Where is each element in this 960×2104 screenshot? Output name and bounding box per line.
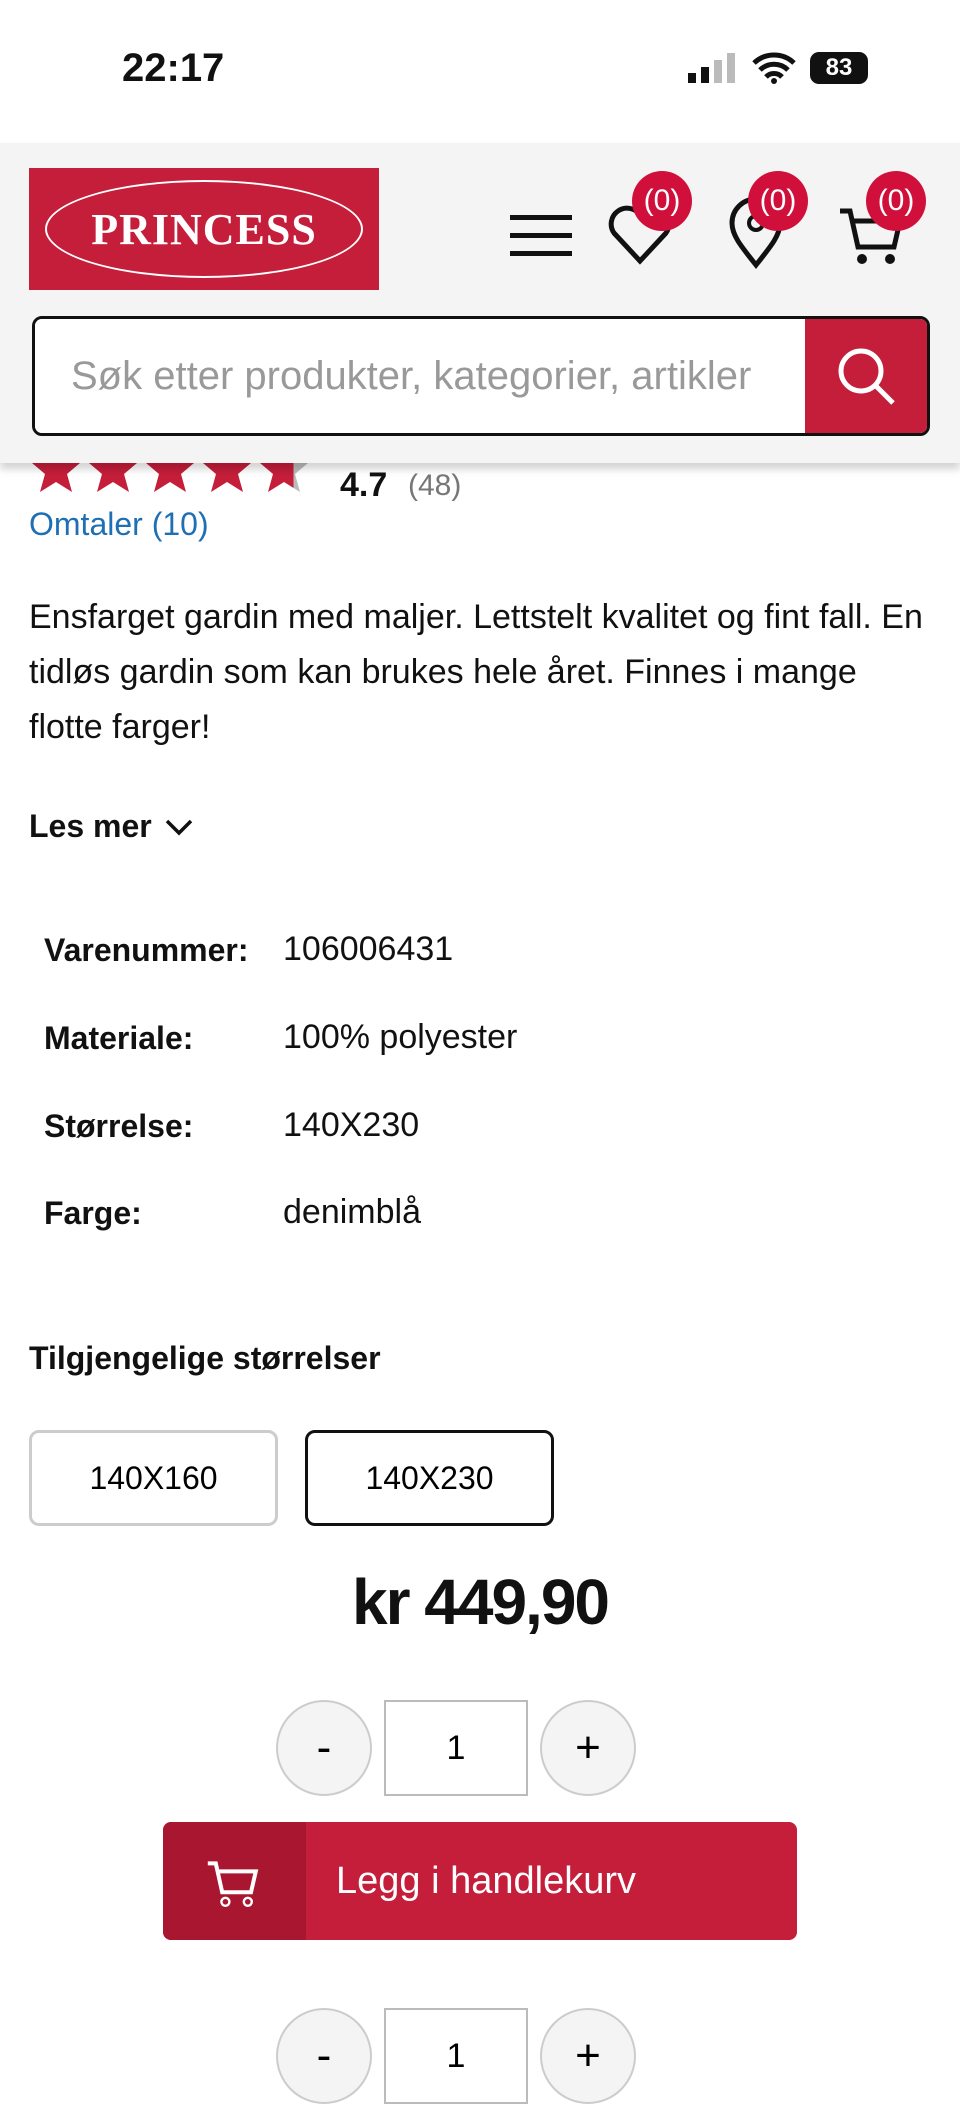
search-input[interactable] bbox=[35, 319, 805, 433]
size-option[interactable]: 140X160 bbox=[29, 1430, 278, 1526]
battery-icon: 83 bbox=[810, 52, 868, 84]
spec-label: Varenummer: bbox=[44, 932, 249, 968]
spec-value: denimblå bbox=[283, 1193, 421, 1231]
spec-value: 100% polyester bbox=[283, 1018, 518, 1056]
read-more-label: Les mer bbox=[29, 808, 152, 844]
wishlist-button[interactable] bbox=[600, 184, 681, 273]
signal-icon bbox=[688, 53, 738, 83]
spec-label: Farge: bbox=[44, 1195, 142, 1231]
size-option-selected[interactable]: 140X230 bbox=[305, 1430, 554, 1526]
search-button[interactable] bbox=[805, 319, 927, 433]
search-icon bbox=[831, 341, 901, 411]
spec-label: Materiale: bbox=[44, 1020, 194, 1056]
hamburger-icon bbox=[500, 193, 580, 273]
menu-button[interactable] bbox=[500, 193, 580, 273]
spec-label: Størrelse: bbox=[44, 1108, 194, 1144]
quantity-increase-button[interactable]: + bbox=[540, 1700, 636, 1796]
read-more-toggle[interactable] bbox=[29, 808, 194, 845]
sizes-title: Tilgjengelige størrelser bbox=[29, 1340, 381, 1376]
cart-badge: (0) bbox=[866, 171, 926, 231]
product-price: kr 449,90 bbox=[351, 1566, 609, 1638]
quantity-increase-button[interactable]: + bbox=[540, 2008, 636, 2104]
site-header bbox=[0, 143, 960, 463]
status-icons bbox=[688, 52, 868, 84]
cart-icon bbox=[203, 1849, 267, 1913]
rating-count: (48) bbox=[408, 469, 462, 502]
add-to-cart-button[interactable] bbox=[163, 1822, 797, 1940]
stores-badge: (0) bbox=[748, 171, 808, 231]
rating-value: 4.7 bbox=[340, 466, 388, 504]
status-time: 22:17 bbox=[122, 46, 225, 90]
reviews-link[interactable]: Omtaler (10) bbox=[29, 506, 209, 542]
spec-value: 140X230 bbox=[283, 1106, 420, 1144]
stores-button[interactable] bbox=[716, 184, 797, 273]
cart-icon-box bbox=[163, 1822, 306, 1940]
logo-text: PRINCESS bbox=[45, 180, 363, 278]
spec-value: 106006431 bbox=[283, 930, 454, 968]
quantity-input[interactable] bbox=[384, 1700, 528, 1796]
product-description: Ensfarget gardin med maljer. Lettstelt kvalitet og fint fall. En tidløs gardin som kan brukes hele året. Finnes i mange flotte farger! bbox=[29, 598, 923, 746]
cart-button[interactable] bbox=[834, 184, 915, 273]
wifi-icon bbox=[752, 52, 796, 84]
chevron-down-icon bbox=[164, 817, 194, 837]
quantity-decrease-button[interactable]: - bbox=[276, 1700, 372, 1796]
add-to-cart-label: Legg i handlekurv bbox=[336, 1859, 636, 1902]
princess-logo[interactable] bbox=[29, 168, 379, 290]
wishlist-badge: (0) bbox=[632, 171, 692, 231]
quantity-input[interactable] bbox=[384, 2008, 528, 2104]
search-bar bbox=[32, 316, 930, 436]
quantity-decrease-button[interactable]: - bbox=[276, 2008, 372, 2104]
